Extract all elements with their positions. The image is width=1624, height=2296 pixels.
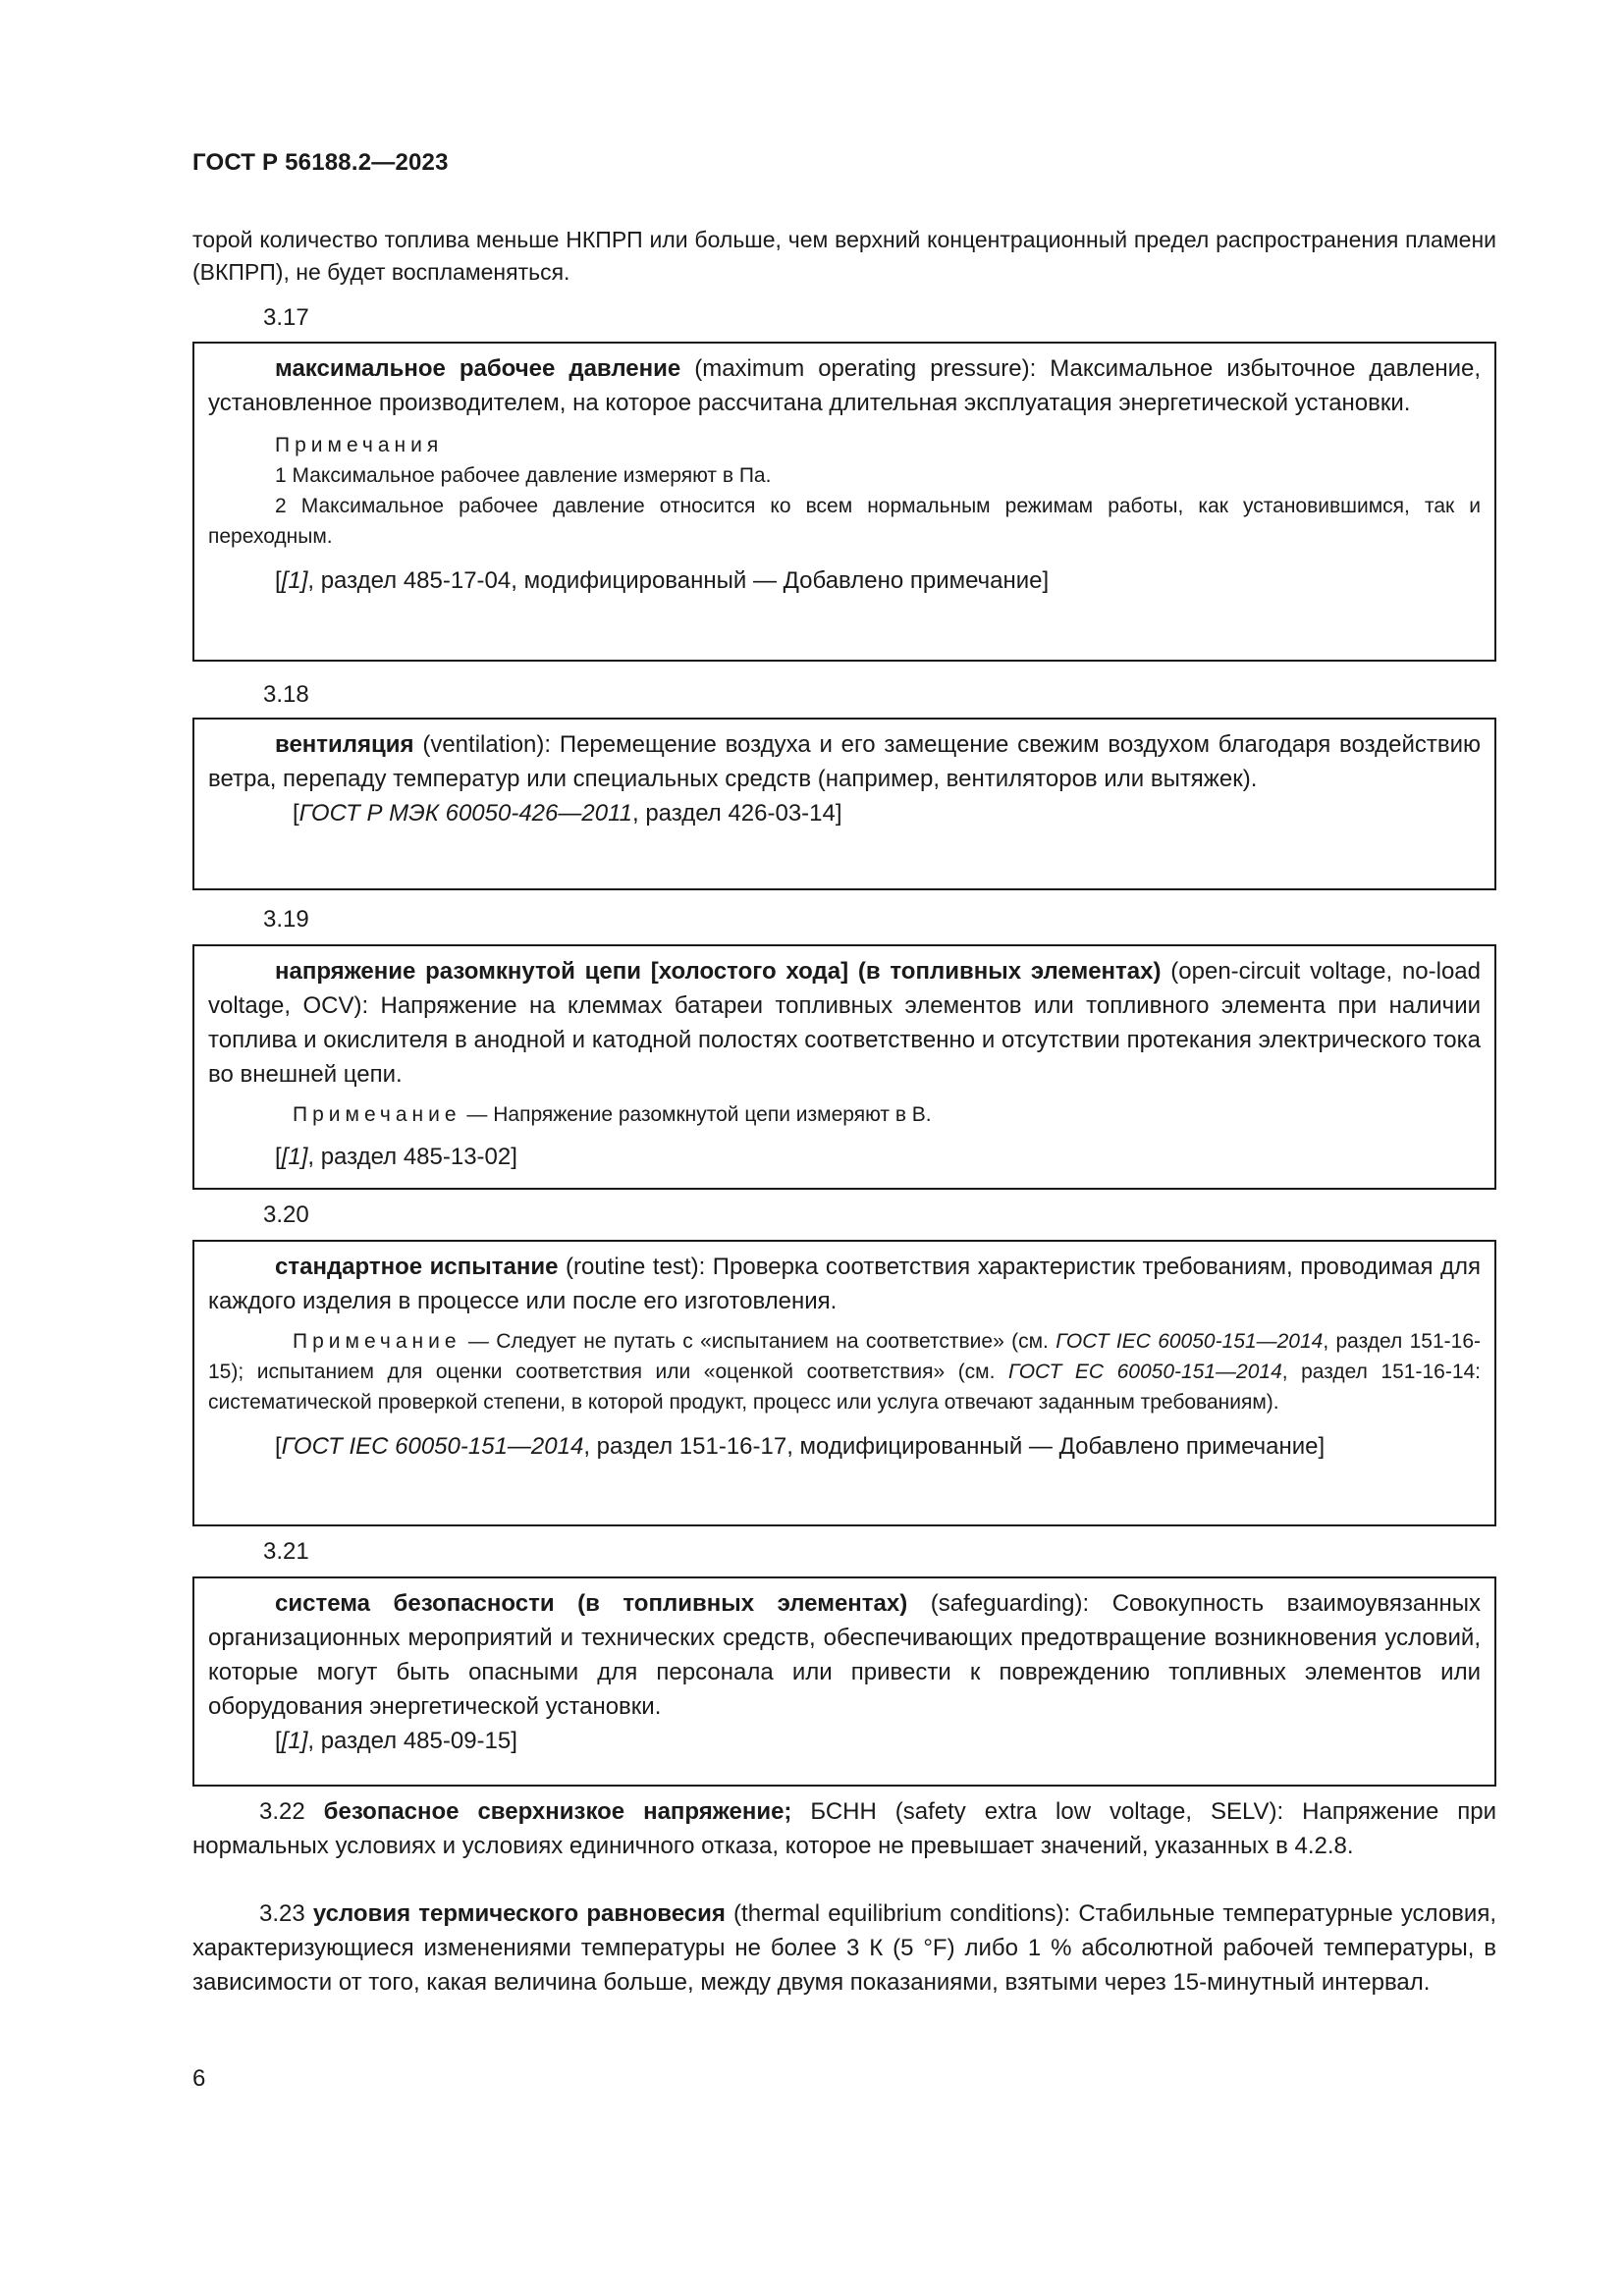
term-text: (routine test): Проверка соответствия характеристик требованиям, проводимая для каждого изделия в процессе или после его изготовления. — [208, 1254, 1481, 1314]
intro-paragraph: торой количество топлива меньше НКПРП или больше, чем верхний концентрационный предел распространения пламени (ВКПРП), не будет воспламеняться. — [192, 227, 1496, 285]
ref-source: [1] — [281, 1728, 308, 1754]
term-definition-3-19 — [208, 954, 1481, 1092]
section-number-3-18: 3.18 — [263, 681, 309, 708]
ref-rest: , раздел 485-17-04, модифицированный — Добавлено примечание] — [307, 567, 1050, 594]
source-reference — [208, 1724, 1481, 1758]
term-definition-3-17 — [208, 351, 1481, 420]
note-label: Примечание — [293, 1330, 461, 1353]
term-box-3-21 — [192, 1576, 1496, 1787]
page-number: 6 — [192, 2065, 206, 2092]
ref-bracket: [ — [275, 1728, 282, 1754]
ref-bracket: [ — [275, 567, 282, 594]
section-number-3-20: 3.20 — [263, 1201, 309, 1228]
note-2: 2 Максимальное рабочее давление относится ко всем нормальным режимам работы, как установившимся, так и переходным. — [208, 495, 1481, 548]
ref-source: ГОСТ Р МЭК 60050-426—2011 — [298, 800, 632, 827]
term-definition-3-18 — [208, 727, 1481, 796]
term-title: стандартное испытание — [275, 1254, 559, 1280]
term-definition-3-20 — [208, 1250, 1481, 1318]
note-text: , раздел 151-16-15); испытанием для оценки соответствия или «оценкой соответствия» (см. — [208, 1330, 1481, 1383]
term-text: (safeguarding): Совокупность взаимоувязанных организационных мероприятий и технических средств, обеспечивающих предотвращение возникновения условий, которые могут быть опасными для персонала или привести к повреждению топливных элементов или оборудования энергетической установки. — [208, 1590, 1481, 1720]
term-box-3-20 — [192, 1240, 1496, 1526]
term-box-3-17 — [192, 342, 1496, 662]
term-box-3-18 — [192, 718, 1496, 890]
term-title: безопасное сверхнизкое напряжение; — [323, 1798, 792, 1825]
note — [208, 1099, 1481, 1130]
section-number-3-21: 3.21 — [263, 1538, 309, 1565]
note-text: — Напряжение разомкнутой цепи измеряют в В. — [460, 1103, 932, 1126]
ref-rest: , раздел 426-03-14] — [631, 800, 842, 827]
ref-source: [1] — [281, 567, 308, 594]
ref-bracket: [ — [275, 1433, 282, 1460]
term-text: (open-circuit voltage, no-load voltage, OCV): Напряжение на клеммах батареи топливных элементов или топливного элемента при наличии топлива и окислителя в анодной и катодной полостях соответственно и отсутствии протекания электрического тока во внешней цепи. — [208, 958, 1482, 1088]
term-definition-3-23 — [192, 1896, 1496, 2000]
term-definition-3-21 — [208, 1586, 1481, 1724]
term-box-3-19 — [192, 944, 1496, 1190]
term-definition-3-22 — [192, 1794, 1496, 1863]
term-text: (thermal equilibrium conditions): Стабильные температурные условия, характеризующиеся изменениями температуры не более 3 К (5 °F) либо 1 % абсолютной рабочей температуры, в зависимости от того, какая величина больше, между двумя показаниями, взятыми через 15-минутный интервал. — [192, 1900, 1497, 1996]
term-title: система безопасности (в топливных элементах) — [275, 1590, 908, 1617]
note-text: , раздел 151-16-14: систематической проверкой степени, в которой продукт, процесс или услуга отвечают заданным требованиям). — [208, 1361, 1482, 1414]
term-title: вентиляция — [275, 731, 414, 758]
ref-rest: , раздел 485-13-02] — [307, 1144, 517, 1170]
source-reference — [208, 796, 1481, 830]
note-1: 1 Максимальное рабочее давление измеряют в Па. — [275, 464, 772, 487]
term-title: напряжение разомкнутой цепи [холостого хода] (в топливных элементах) — [275, 958, 1162, 985]
ref-rest: , раздел 151-16-17, модифицированный — Добавлено примечание] — [583, 1433, 1326, 1460]
ref-source: [1] — [281, 1144, 308, 1170]
ref-source: ГОСТ IEC 60050-151—2014 — [281, 1433, 584, 1460]
term-text: (ventilation): Перемещение воздуха и его замещение свежим воздухом благодаря воздействию ветра, перепаду температур или специальных средств (например, вентиляторов или вытяжек). — [208, 731, 1481, 792]
term-title: максимальное рабочее давление — [275, 355, 681, 382]
source-reference — [208, 1140, 1481, 1174]
document-header: ГОСТ Р 56188.2—2023 — [192, 149, 449, 176]
notes-title: Примечания — [275, 434, 444, 456]
term-text: (maximum operating pressure): Максимальное избыточное давление, установленное производителем, на которое рассчитана длительная эксплуатация энергетической установки. — [208, 355, 1482, 416]
ref-bracket: [ — [293, 800, 299, 827]
section-number-3-17: 3.17 — [263, 304, 309, 331]
term-title: условия термического равновесия — [312, 1900, 726, 1927]
note — [208, 1326, 1481, 1417]
section-number-3-19: 3.19 — [263, 906, 309, 933]
note-text: — Следует не путать с «испытанием на соответствие» (см. — [460, 1330, 1056, 1353]
source-reference — [208, 1429, 1481, 1464]
note-label: Примечание — [293, 1103, 461, 1126]
term-text: БСНН (safety extra low voltage, SELV): Напряжение при нормальных условиях и условиях единичного отказа, которое не превышает значений, указанных в 4.2.8. — [192, 1798, 1496, 1859]
ref-rest: , раздел 485-09-15] — [307, 1728, 517, 1754]
section-number-3-22: 3.22 — [259, 1798, 305, 1825]
note-source: ГОСТ ЕС 60050-151—2014 — [1008, 1361, 1282, 1383]
note-source: ГОСТ IEC 60050-151—2014 — [1056, 1330, 1324, 1353]
section-number-3-23: 3.23 — [259, 1900, 305, 1927]
ref-bracket: [ — [275, 1144, 282, 1170]
source-reference — [208, 563, 1481, 598]
